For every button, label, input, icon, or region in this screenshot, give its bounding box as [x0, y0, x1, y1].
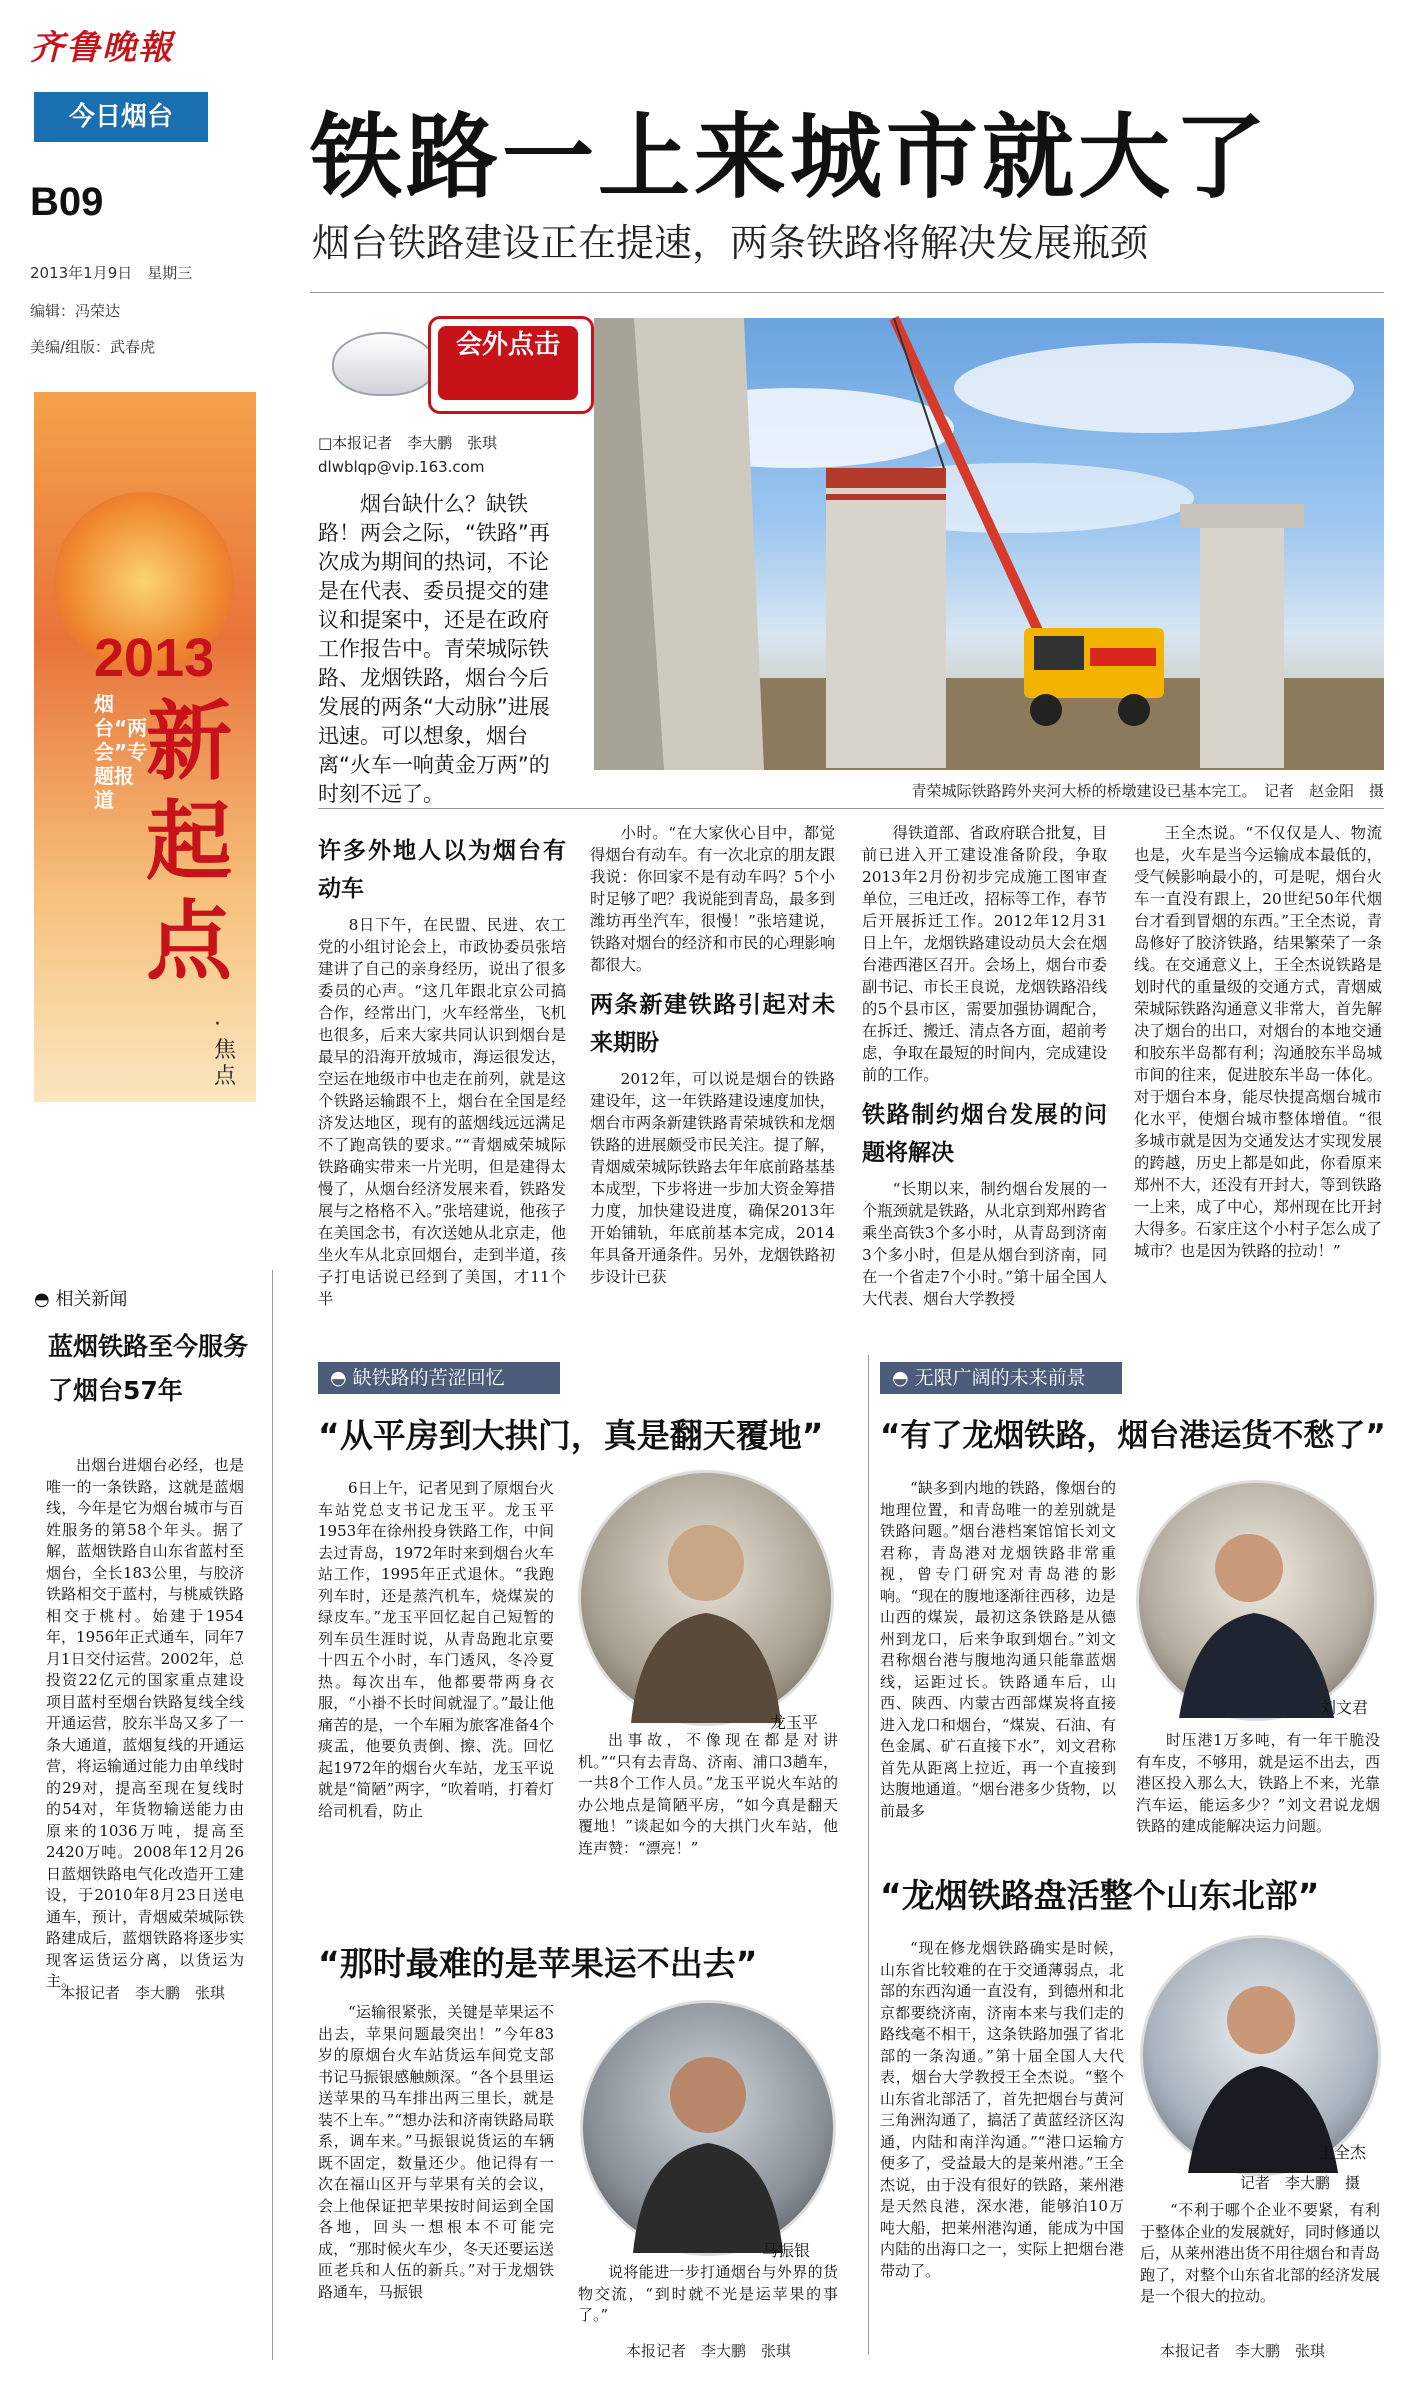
- body-text: 2012年，可以说是烟台的铁路建设年，这一年铁路建设速度加快，烟台市两条新建铁路青荣城铁和龙烟铁路的进展颇受市民关注。提了解，青烟威荣城际铁路去年年底前路基基本成型，下步将进一步加大资金筹措力度，加快建设进度，确保2013年开始铺轨，年底前基本完成，2014年具备开通条件。另外，龙烟铁路初步设计已获: [590, 1070, 835, 1286]
- portrait-name-4: 王全杰: [1318, 2143, 1367, 2162]
- body-column-2: [590, 822, 835, 1342]
- person-silhouette: [581, 1473, 831, 1723]
- divider: [318, 808, 1384, 809]
- byline: □本报记者 李大鹏 张琪: [318, 434, 498, 452]
- subhead-2: 两条新建铁路引起对未来期盼: [590, 992, 835, 1056]
- body-column-4: [1134, 822, 1382, 1342]
- bridge-pier-illustration: [594, 318, 1384, 770]
- editor-credit: 编辑：冯荣达: [30, 302, 121, 320]
- series-banner: [34, 392, 256, 1102]
- feature-credit-right: 本报记者 李大鹏 张琪: [1160, 2342, 1326, 2360]
- body-text: 8日下午，在民盟、民进、农工党的小组讨论会上，市政协委员张培建讲了自己的亲身经历，说出了很多委员的心声。“这几年跟北京公司搞合作，经常出门，火车经常坐，飞机也很多，后来大家共同认识到烟台是最早的沿海开放城市，海运很发达，空运在地级市中也走在前列，就是这个铁路运输跟不上，烟台在全国是经济发达地区，现有的蓝烟线远远满足不了跑高铁的要求。”“青烟威荣城际铁路确实带来一片光明，但是建得太慢了，从烟台经济发展来看，铁路发展与之格格不入。”张培建说，他孩子在美国念书，有次送她从北京走，他坐火车从北京回烟台，走到半道，孩子打电话说已经到了美国，才11个半: [318, 916, 566, 1308]
- portrait-ma-zhenyin: [580, 2000, 836, 2256]
- person-silhouette: [1139, 1483, 1374, 1718]
- feature-body-2b: 说将能进一步打通烟台与外界的货物交流，“到时就不光是运苹果的事了。”: [578, 2263, 838, 2324]
- quote-headline-4: “龙烟铁路盘活整个山东北部”: [880, 1876, 1320, 1915]
- badge-label: 会外点击: [438, 326, 578, 400]
- body-text: 王全杰说。“不仅仅是人、物流也是，火车是当今运输成本最低的，受气候影响最小的，可是呢，烟台火车一直没有跟上，20世纪50年代烟台才看到冒烟的东西。”王全杰说，青岛修好了胶济铁路，结果繁荣了一条线。在交通意义上，王全杰说铁路是划时代的重量级的交通方式，青烟威荣城际铁路沟通意义非常大，首先解决了烟台的出口，对烟台的本地交通和胶东半岛都有利；沟通胶东半岛城市间的往来，促进胶东半岛一体化。对于烟台本身，能尽快提高烟台城市化水平，使烟台城市整体增值。“很多城市就是因为交通发达才实现发展的跨越，历史上都是如此，你看原来郑州不大，还没有开封大，等到铁路一上来，成了中心，郑州现在比开封大得多。石家庄这个小村子怎么成了城市？也是因为铁路的拉动！”: [1134, 824, 1382, 1260]
- issue-date: 2013年1月9日 星期三: [30, 264, 193, 282]
- divider: [310, 292, 1384, 293]
- person-silhouette: [1143, 1938, 1378, 2173]
- related-credit: 本报记者 李大鹏 张琪: [60, 1984, 226, 2002]
- subheadline: 烟台铁路建设正在提速，两条铁路将解决发展瓶颈: [312, 221, 1149, 265]
- section-label-past: ◓ 缺铁路的苦涩回忆: [318, 1362, 560, 1394]
- designer-credit: 美编/组版：武春虎: [30, 338, 156, 356]
- divider: [272, 1270, 273, 2360]
- feature-body-1: 6日上午，记者见到了原烟台火车站党总支书记龙玉平。龙玉平1953年在徐州投身铁路工作，中间去过青岛，1972年时来到烟台火车站工作，1995年正式退休。“我跑列车时，还是蒸汽机车，烧煤炭的绿皮车。”龙玉平回忆起自己短暂的列车员生涯时说，从青岛跑北京要十四五个小时，车门透风，冬冷夏热。每次出车，他都要带两身衣服，“小褂不长时间就湿了。”最让他痛苦的是，一个车厢为旅客准备4个痰盂，他要负责倒、擦、洗。回忆起1972年的烟台火车站，龙玉平说就是“简陋”两字，“吹着哨，打着灯给司机看，防止: [318, 1479, 554, 1820]
- portrait-credit: 记者 李大鹏 摄: [1240, 2174, 1361, 2192]
- headline: 铁路一上来城市就大了: [310, 104, 1271, 211]
- body-text: “长期以来，制约烟台发展的一个瓶颈就是铁路，从北京到郑州跨省乘坐高铁3个多小时，从青岛到济南3个多小时，但是从烟台到济南，同在一个省走7个小时。”第十届全国人大代表、烟台大学教授: [862, 1180, 1107, 1308]
- related-title: 蓝烟铁路至今服务了烟台57年: [48, 1332, 249, 1405]
- body-column-3: [862, 822, 1107, 1342]
- portrait-name-2: 马振银: [762, 2241, 811, 2260]
- lead-paragraph: 烟台缺什么？缺铁路！两会之际，“铁路”再次成为期间的热词，不论是在代表、委员提交的建议和提案中，还是在政府工作报告中。青荣城际铁路、龙烟铁路，烟台今后发展的两条“大动脉”进展迅速。可以想象，烟台离“火车一响黄金万两”的时刻不远了。: [318, 492, 550, 806]
- body-text: 得铁道部、省政府联合批复，目前已进入开工建设准备阶段，争取2013年2月份初步完成施工图审查单位，三电迁改，招标等工作，春节后开展拆迁工作。2012年12月31日上午，龙烟铁路建设动员大会在烟台港西港区召开。会场上，烟台市委副书记、市长王良说，龙烟铁路沿线的5个县市区，需要加强协调配合，在拆迁、搬迁、清点各方面，超前考虑，争取在最短的时间内，完成建设前的工作。: [862, 824, 1107, 1084]
- section-label-future: ◓ 无限广阔的未来前景: [880, 1362, 1122, 1394]
- person-silhouette: [583, 2003, 833, 2253]
- click-badge: [318, 310, 590, 415]
- photo-caption: 青荣城际铁路跨外夹河大桥的桥墩建设已基本完工。 记者 赵金阳 摄: [911, 782, 1384, 800]
- section-tab: 今日烟台: [34, 92, 208, 142]
- related-label: ◓ 相关新闻: [34, 1289, 128, 1310]
- brand-logo: 齐鲁晚報: [30, 28, 174, 68]
- body-text: 小时。“在大家伙心目中，都觉得烟台有动车。有一次北京的朋友跟我说：你回家不是有动车吗？5个小时足够了吧？我说能到青岛，最多到潍坊再坐汽车，很慢！”张培建说，铁路对烟台的经济和市民的心理影响都很大。: [590, 824, 835, 974]
- portrait-name-3: 刘文君: [1320, 1698, 1369, 1717]
- mouse-icon: [332, 332, 436, 396]
- feature-body-1b: 出事故，不像现在都是对讲机。”“只有去青岛、济南、浦口3趟车，一共8个工作人员。”龙玉平说火车站的办公地点是简陋平房，“如今真是翻天覆地！”谈起如今的大拱门火车站，他连声赞：“漂亮！”: [578, 1731, 838, 1857]
- subhead-1: 许多外地人以为烟台有动车: [318, 838, 566, 902]
- portrait-name-1: 龙玉平: [770, 1713, 819, 1732]
- feature-body-2: “运输很紧张，关键是苹果运不出去，苹果问题最突出！”今年83岁的原烟台火车站货运车间党支部书记马振银感触颇深。“各个县里运送苹果的马车排出两三里长，就是装不上车。”“想办法和济南铁路局联系，调车来。”马振银说货运的车辆既不固定，数量还少。他记得有一次在福山区开与苹果有关的会议，会上他保证把苹果按时间运到全国各地，回头一想根本不可能完成，“那时候火车少，冬天还要运送匝老兵和人伍的新兵。”对于龙烟铁路通车，马振银: [318, 2003, 554, 2301]
- divider: [868, 1355, 869, 2355]
- quote-headline-1: “从平房到大拱门，真是翻天覆地”: [318, 1416, 824, 1455]
- banner-year: 2013: [94, 628, 215, 688]
- body-column-1: [318, 822, 566, 1342]
- related-body: 出烟台进烟台必经，也是唯一的一条铁路，这就是蓝烟线，今年是它为烟台城市与百姓服务的第58个年头。据了解，蓝烟铁路自山东省蓝村至烟台，全长183公里，与胶济铁路相交于蓝村，与桃威铁路相交于桃村。始建于1954年，1956年正式通车，同年7月1日交付运营。2002年，总投资22亿元的国家重点建设项目蓝村至烟台铁路复线全线开通运营，胶东半岛又多了一条大通道，蓝烟复线的开通运营，将运输通过能力由单线时的29对，提高至现在复线时的54对，年货物输送能力由原来的1036万吨，提高至2420万吨。2008年12月26日蓝烟铁路电气化改造开工建设，于2010年8月23日送电通车，预计，青烟威荣城际铁路建成后，蓝烟铁路将逐步实现客运货运分离，以货运为主。: [46, 1456, 244, 1990]
- feature-body-4: “现在修龙烟铁路确实是时候，山东省比较难的在于交通薄弱点，北部的东西沟通一直没有，到德州和北京都要绕济南，济南本来与我们走的路线毫不相干，这条铁路加强了省北部的一条沟通。”第十届全国人大代表，烟台大学教授王全杰说。“整个山东省北部活了，首先把烟台与黄河三角洲沟通了，搞活了黄蓝经济区沟通，内陆和南洋沟通。”“港口运输方便多了，受益最大的是莱州港。”王全杰说，由于没有很好的铁路，莱州港是天然良港，深水港，能够泊10万吨大船，把莱州港沟通，能成为中国内陆的出海口之一，实际上把烟台港带动了。: [880, 1939, 1124, 2280]
- banner-focus: ·焦点: [214, 1012, 237, 1089]
- portrait-liu-wenjun: [1136, 1480, 1377, 1721]
- reporter-email: dlwblqp@vip.163.com: [318, 458, 485, 476]
- feature-body-4b: “不利于哪个企业不要紧，有利于整体企业的发展就好，同时修通以后，从莱州港出货不用往烟台和青岛跑了，对整个山东省北部的经济发展是一个很大的拉动。: [1140, 2201, 1381, 2305]
- feature-body-3b: 时压港1万多吨，有一年干脆没有车皮，不够用，就是运不出去，西港区投入那么大，铁路上不来，光靠汽车运，能运多少？”刘文君说龙烟铁路的建成能解决运力问题。: [1136, 1731, 1380, 1835]
- banner-series: 烟台“两会”专题报道: [94, 692, 148, 812]
- feature-body-3: “缺多到内地的铁路，像烟台的地理位置，和青岛唯一的差别就是铁路问题。”烟台港档案馆馆长刘文君称，青岛港对龙烟铁路非常重视，曾专门研究对青岛港的影响。“现在的腹地逐渐往西移，边是山西的煤炭，最初这条铁路是从德州到龙口，后来争取到烟台。”刘文君称烟台港与腹地沟通只能靠蓝烟线，运距过长。铁路通车后，山西、陕西、内蒙古西部煤炭将直接进入龙口和烟台，“煤炭、石油、有色金属、矿石直接下水”，刘文君称首先从距离上拉近，再一个直接到达腹地通道。“烟台港多少货物，以前最多: [880, 1479, 1116, 1820]
- feature-credit-left: 本报记者 李大鹏 张琪: [626, 2342, 792, 2360]
- construction-photo: [594, 318, 1384, 770]
- banner-title: 新起点: [146, 691, 232, 992]
- quote-headline-3: “有了龙烟铁路，烟台港运货不愁了”: [880, 1418, 1386, 1454]
- quote-headline-2: “那时最难的是苹果运不出去”: [318, 1944, 758, 1983]
- portrait-long-yuping: [578, 1470, 834, 1726]
- page-number: B09: [30, 180, 104, 224]
- subhead-3: 铁路制约烟台发展的问题将解决: [862, 1102, 1107, 1166]
